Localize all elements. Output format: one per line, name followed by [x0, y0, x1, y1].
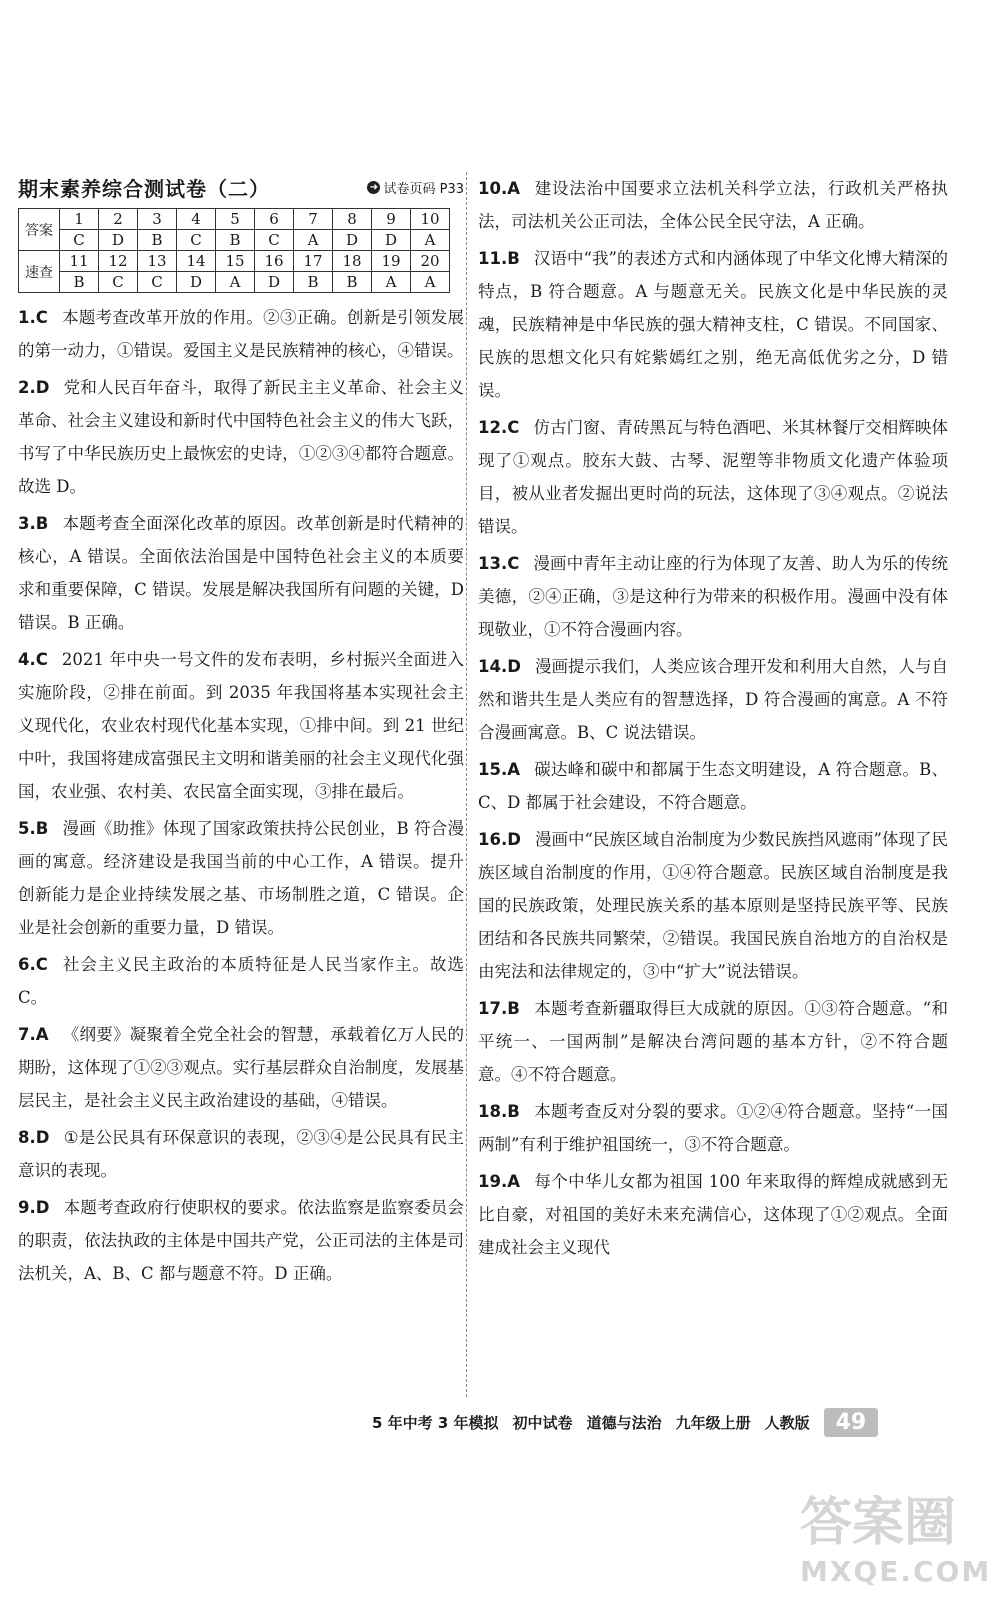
- table-cell: D: [177, 272, 216, 293]
- answer-explanation: [478, 650, 948, 749]
- question-number: 1.C: [18, 308, 48, 327]
- explanation-text: 漫画中青年主动让座的行为体现了友善、助人为乐的传统美德，②④正确，③是这种行为带来的积极作用。漫画中没有体现敬业，①不符合漫画内容。: [478, 554, 948, 639]
- table-cell: 10: [411, 209, 450, 230]
- section-title: 期末素养综合测试卷（二）: [18, 176, 270, 201]
- table-cell: 7: [294, 209, 333, 230]
- table-cell: D: [255, 272, 294, 293]
- table-cell: A: [294, 230, 333, 251]
- answer-explanation: [18, 1191, 464, 1290]
- table-cell: C: [138, 272, 177, 293]
- explanation-text: 本题考查政府行使职权的要求。依法监察是监察委员会的职责，依法执政的主体是中国共产党，公正司法的主体是司法机关，A、B、C 都与题意不符。D 正确。: [18, 1198, 464, 1283]
- explanation-text: 本题考查新疆取得巨大成就的原因。①③符合题意。“和平统一、一国两制”是解决台湾问题的基本方针，②不符合题意。④不符合题意。: [478, 999, 948, 1084]
- question-number: 4.C: [18, 650, 48, 669]
- question-number: 9.D: [18, 1198, 50, 1217]
- table-cell: 16: [255, 251, 294, 272]
- answer-explanation: [18, 812, 464, 944]
- explanation-text: 汉语中“我”的表述方式和内涵体现了中华文化博大精深的特点，B 符合题意。A 与题意无关。民族文化是中华民族的灵魂，民族精神是中华民族的强大精神支柱，C 错误。不同国家、民族的思想文化只有姹紫嫣红之别，绝无高低优劣之分，D 错误。: [478, 249, 948, 400]
- table-cell: B: [294, 272, 333, 293]
- table-cell: 18: [333, 251, 372, 272]
- question-number: 14.D: [478, 657, 521, 676]
- explanation-text: 《纲要》凝聚着全党全社会的智慧，承载着亿万人民的期盼，这体现了①②③观点。实行基层群众自治制度，发展基层民主，是社会主义民主政治建设的基础，④错误。: [18, 1025, 464, 1110]
- table-cell: A: [411, 230, 450, 251]
- page-number: 49: [824, 1408, 879, 1437]
- table-label-top: 答案: [19, 209, 60, 251]
- table-cell: D: [99, 230, 138, 251]
- table-cell: 9: [372, 209, 411, 230]
- table-cell: 19: [372, 251, 411, 272]
- answer-explanation: [18, 301, 464, 367]
- explanation-text: 本题考查改革开放的作用。②③正确。创新是引领发展的第一动力，①错误。爱国主义是民族精神的核心，④错误。: [18, 308, 464, 360]
- table-cell: 2: [99, 209, 138, 230]
- answer-explanation: [478, 753, 948, 819]
- table-cell: B: [216, 230, 255, 251]
- table-cell: 20: [411, 251, 450, 272]
- explanation-text: 漫画《助推》体现了国家政策扶持公民创业，B 符合漫画的寓意。经济建设是我国当前的中心工作，A 错误。提升创新能力是企业持续发展之基、市场制胜之道，C 错误。企业是社会创新的重要力量，D 错误。: [18, 819, 464, 937]
- footer-subject: 道德与法治: [586, 1413, 662, 1432]
- table-cell: 6: [255, 209, 294, 230]
- explanation-text: 2021 年中央一号文件的发布表明，乡村振兴全面进入实施阶段，②排在前面。到 2035 年我国将基本实现社会主义现代化，农业农村现代化基本实现，①排中间。到 21 世纪中叶，我国将建成富强民主文明和谐美丽的社会主义现代化强国，农业强、农村美、农民富全面实现，③排在最后。: [18, 650, 464, 801]
- table-cell: 15: [216, 251, 255, 272]
- table-cell: B: [60, 272, 99, 293]
- explanation-text: 建设法治中国要求立法机关科学立法，行政机关严格执法，司法机关公正司法，全体公民全民守法，A 正确。: [478, 179, 948, 231]
- question-number: 5.B: [18, 819, 49, 838]
- explanation-text: ①是公民具有环保意识的表现，②③④是公民具有民主意识的表现。: [18, 1128, 464, 1180]
- section-header: [18, 172, 464, 202]
- question-number: 10.A: [478, 179, 520, 198]
- table-cell: 12: [99, 251, 138, 272]
- explanation-text: 碳达峰和碳中和都属于生态文明建设，A 符合题意。B、C、D 都属于社会建设，不符合题意。: [478, 760, 948, 812]
- right-column: [478, 172, 948, 1268]
- answer-explanation: [478, 823, 948, 988]
- column-divider: [466, 172, 467, 1397]
- explanation-text: 漫画中“民族区域自治制度为少数民族挡风遮雨”体现了民族区域自治制度的作用，①④符合题意。民族区域自治制度是我国的民族政策，处理民族关系的基本原则是坚持民族平等、民族团结和各民族共同繁荣，②错误。我国民族自治地方的自治权是由宪法和法律规定的，③中“扩大”说法错误。: [478, 830, 948, 981]
- answer-explanation: [478, 1165, 948, 1264]
- explanation-text: 每个中华儿女都为祖国 100 年来取得的辉煌成就感到无比自豪，对祖国的美好未来充满信心，这体现了①②观点。全面建成社会主义现代: [478, 1172, 948, 1257]
- table-cell: A: [411, 272, 450, 293]
- table-cell: B: [138, 230, 177, 251]
- table-cell: 11: [60, 251, 99, 272]
- table-label-bottom: 速查: [19, 251, 60, 293]
- footer-type: 初中试卷: [512, 1413, 573, 1432]
- question-number: 11.B: [478, 249, 520, 268]
- answer-explanation: [18, 948, 464, 1014]
- table-cell: 14: [177, 251, 216, 272]
- footer-series: 5 年中考 3 年模拟: [372, 1413, 499, 1432]
- answer-explanation: [478, 242, 948, 407]
- explanation-text: 党和人民百年奋斗，取得了新民主主义革命、社会主义革命、社会主义建设和新时代中国特色社会主义的伟大飞跃，书写了中华民族历史上最恢宏的史诗，①②③④都符合题意。故选 D。: [18, 378, 464, 496]
- table-cell: C: [60, 230, 99, 251]
- left-column: [18, 172, 464, 1294]
- question-number: 6.C: [18, 955, 48, 974]
- table-cell: A: [372, 272, 411, 293]
- watermark-logo-text: 答案圈: [800, 1493, 957, 1553]
- question-number: 8.D: [18, 1128, 50, 1147]
- table-cell: 3: [138, 209, 177, 230]
- question-number: 7.A: [18, 1025, 49, 1044]
- question-number: 3.B: [18, 514, 49, 533]
- table-cell: B: [333, 272, 372, 293]
- table-cell: D: [372, 230, 411, 251]
- explanation-text: 漫画提示我们，人类应该合理开发和利用大自然，人与自然和谐共生是人类应有的智慧选择，D 符合漫画的寓意。A 不符合漫画寓意。B、C 说法错误。: [478, 657, 948, 742]
- table-cell: 1: [60, 209, 99, 230]
- question-number: 15.A: [478, 760, 520, 779]
- page-reference-text: 试卷页码 P33: [383, 181, 464, 197]
- answer-quick-table: [18, 208, 450, 293]
- table-cell: C: [255, 230, 294, 251]
- answer-explanation: [478, 547, 948, 646]
- explanation-text: 本题考查全面深化改革的原因。改革创新是时代精神的核心，A 错误。全面依法治国是中国特色社会主义的本质要求和重要保障，C 错误。发展是解决我国所有问题的关键，D 错误。B 正确。: [18, 514, 464, 632]
- answer-explanation: [18, 1121, 464, 1187]
- footer-grade: 九年级上册: [675, 1413, 751, 1432]
- table-cell: 4: [177, 209, 216, 230]
- table-cell: 8: [333, 209, 372, 230]
- arrow-right-icon: ➜: [367, 181, 380, 194]
- table-cell: 5: [216, 209, 255, 230]
- question-number: 12.C: [478, 418, 520, 437]
- question-number: 16.D: [478, 830, 521, 849]
- table-cell: C: [99, 272, 138, 293]
- footer-edition: 人教版: [764, 1413, 810, 1432]
- answer-explanation: [18, 507, 464, 639]
- question-number: 17.B: [478, 999, 520, 1018]
- question-number: 2.D: [18, 378, 50, 397]
- table-cell: A: [216, 272, 255, 293]
- page-footer: [372, 1402, 952, 1442]
- question-number: 13.C: [478, 554, 520, 573]
- answer-explanation: [478, 411, 948, 543]
- watermark: [800, 1480, 990, 1590]
- question-number: 18.B: [478, 1102, 520, 1121]
- table-cell: 17: [294, 251, 333, 272]
- table-cell: C: [177, 230, 216, 251]
- explanation-text: 社会主义民主政治的本质特征是人民当家作主。故选 C。: [18, 955, 464, 1007]
- answer-explanation: [478, 992, 948, 1091]
- answer-explanation: [478, 172, 948, 238]
- answer-explanation: [18, 371, 464, 503]
- page-reference: [367, 178, 464, 197]
- answer-explanation: [18, 1018, 464, 1117]
- watermark-domain-text: MXQE.COM: [800, 1555, 992, 1588]
- answer-explanation: [18, 643, 464, 808]
- explanation-text: 仿古门窗、青砖黑瓦与特色酒吧、米其林餐厅交相辉映体现了①观点。胶东大鼓、古琴、泥塑等非物质文化遗产体验项目，被从业者发掘出更时尚的玩法，这体现了③④观点。②说法错误。: [478, 418, 948, 536]
- table-cell: 13: [138, 251, 177, 272]
- explanation-text: 本题考查反对分裂的要求。①②④符合题意。坚持“一国两制”有利于维护祖国统一，③不符合题意。: [478, 1102, 948, 1154]
- answer-explanation: [478, 1095, 948, 1161]
- table-cell: D: [333, 230, 372, 251]
- question-number: 19.A: [478, 1172, 520, 1191]
